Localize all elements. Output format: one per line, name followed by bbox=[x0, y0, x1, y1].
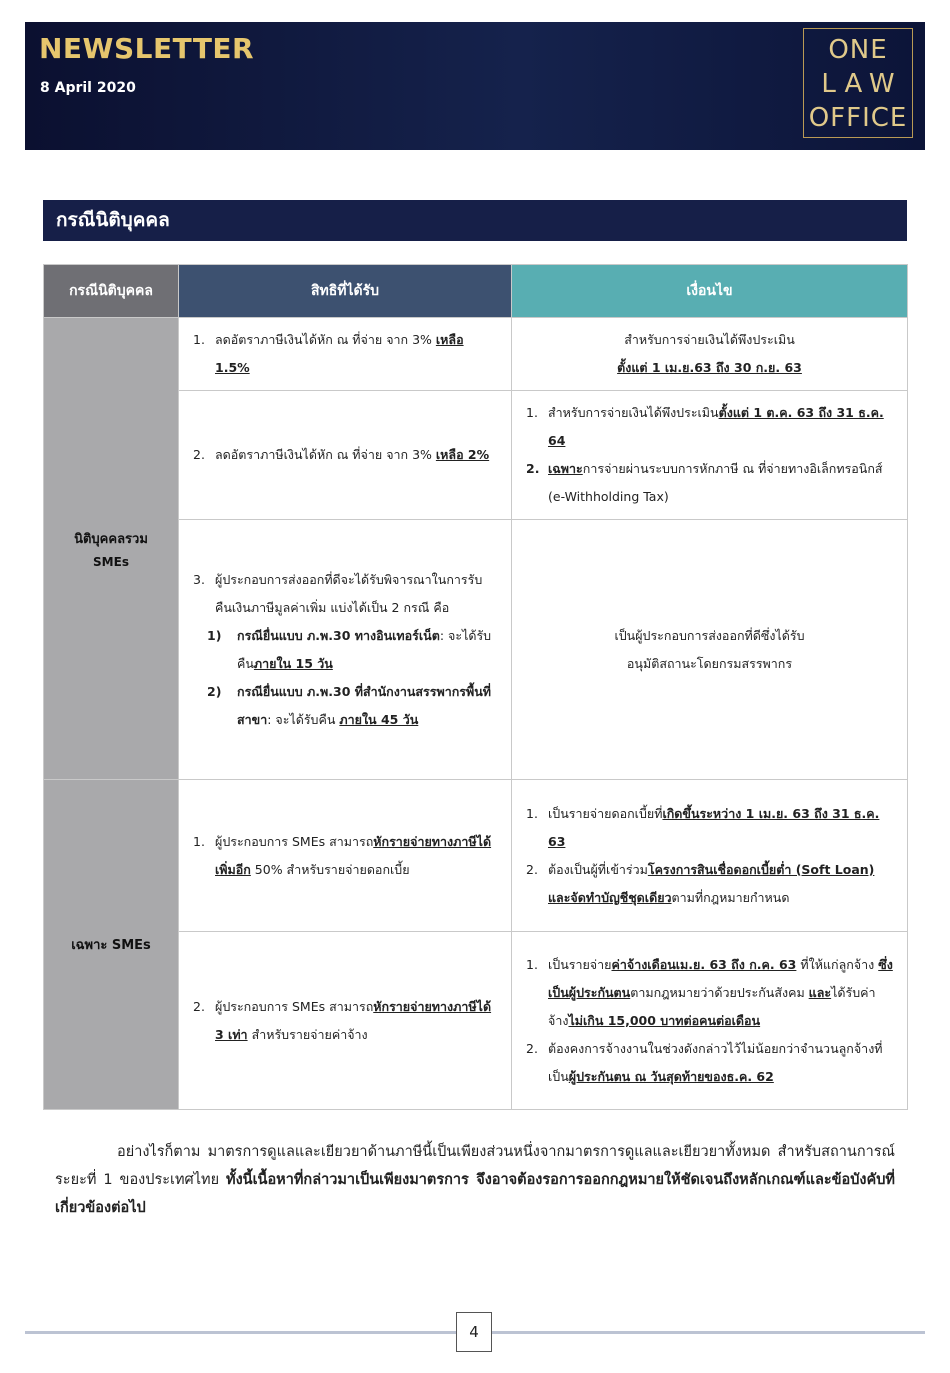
newsletter-date: 8 April 2020 bbox=[40, 80, 136, 96]
right-cell bbox=[179, 318, 512, 391]
item-number: 2. bbox=[526, 461, 540, 476]
right-text: ลดอัตราภาษีเงินได้หัก ณ ที่จ่าย จาก 3% bbox=[215, 447, 436, 462]
condition-text: เป็นผู้ประกอบการส่งออกที่ดีซึ่งได้รับ bbox=[614, 627, 805, 643]
right-text: ลดอัตราภาษีเงินได้หัก ณ ที่จ่าย จาก 3% bbox=[215, 332, 436, 347]
category-sublabel: SMEs bbox=[93, 555, 129, 569]
table-row bbox=[44, 780, 908, 932]
logo-line-2: LAW bbox=[821, 69, 903, 99]
condition-text: สำหรับการจ่ายเงินได้พึงประเมิน bbox=[624, 332, 795, 347]
table-header-row bbox=[44, 265, 908, 318]
item-number: 1. bbox=[526, 405, 538, 420]
condition-highlight: ไม่เกิน 15,000 บาทต่อคนต่อเดือน bbox=[568, 1012, 761, 1028]
condition-text: ตามกฎหมายว่าด้วยประกันสังคม bbox=[630, 984, 809, 1000]
condition-text: ต้องคงการจ้างงานในช่วงดังกล่าวไว้ไม่น้อยกว่าจำนวนลูกจ้างที่เป็น bbox=[548, 1040, 883, 1084]
sub-item-text: : จะได้รับคืน bbox=[267, 711, 340, 727]
condition-highlight: และ bbox=[808, 984, 832, 1000]
sub-item-text: : จะได้รับคืน bbox=[237, 627, 492, 671]
sub-item-title: กรณียื่นแบบ ภ.พ.30 ทางอินเทอร์เน็ต bbox=[237, 627, 440, 643]
condition-text: อนุมัติสถานะโดยกรมสรรพากร bbox=[626, 655, 793, 671]
item-number: 1. bbox=[526, 805, 538, 821]
paragraph-text: อย่างไรก็ตาม มาตรการดูแลและเยียวยาด้านภาษีนี้เป็นเพียงส่วนหนึ่งจากมาตรการดูแลและเยียวยาทั้งหมด สำหรับสถานการณ์ระยะที่ 1 ของประเทศไทย bbox=[55, 1144, 895, 1188]
right-cell bbox=[179, 391, 512, 520]
right-text: ผู้ประกอบการ SMEs สามารถ bbox=[215, 833, 374, 849]
page-number: 4 bbox=[456, 1312, 492, 1352]
condition-text: เป็นรายจ่ายดอกเบี้ยที่ bbox=[548, 805, 663, 821]
logo-line-1: ONE bbox=[828, 35, 888, 65]
right-text: 50% สำหรับรายจ่ายดอกเบี้ย bbox=[250, 861, 410, 877]
condition-text: ที่ให้แก่ลูกจ้าง bbox=[796, 956, 879, 972]
footer-rule-right bbox=[492, 1331, 925, 1334]
item-number: 1. bbox=[526, 956, 538, 972]
header-conditions: เงื่อนไข bbox=[512, 265, 908, 318]
condition-cell bbox=[512, 932, 908, 1110]
footer-rule-left bbox=[25, 1331, 456, 1334]
condition-highlight: ตั้งแต่ 1 ต.ค. 63 ถึง 31 ธ.ค. 64 bbox=[548, 405, 884, 448]
condition-cell bbox=[512, 318, 908, 391]
condition-cell bbox=[512, 780, 908, 932]
category-all-entities bbox=[44, 318, 179, 780]
condition-highlight: ผู้ประกันตน ณ วันสุดท้ายของธ.ค. 62 bbox=[568, 1068, 774, 1084]
sub-item-highlight: ภายใน 15 วัน bbox=[253, 655, 333, 671]
item-number: 1. bbox=[193, 833, 205, 849]
section-title: กรณีนิติบุคคล bbox=[43, 200, 907, 241]
right-highlight: หักรายจ่ายทางภาษีได้ 3 เท่า bbox=[215, 998, 492, 1042]
right-highlight: เหลือ 2% bbox=[435, 447, 490, 462]
item-number: 1. bbox=[193, 332, 205, 347]
condition-text: ตามที่กฎหมายกำหนด bbox=[671, 889, 790, 905]
closing-paragraph bbox=[55, 1138, 895, 1222]
condition-highlight: เฉพาะ bbox=[548, 461, 583, 476]
tax-measures-table bbox=[43, 264, 908, 1110]
category-smes-only bbox=[44, 780, 179, 1110]
right-text: ผู้ประกอบการส่งออกที่ดีจะได้รับพิจารณาในการรับคืนเงินภาษีมูลค่าเพิ่ม แบ่งได้เป็น 2 กรณี คือ bbox=[215, 571, 483, 615]
right-cell bbox=[179, 520, 512, 780]
item-number: 3. bbox=[193, 571, 205, 587]
condition-highlight: ค่าจ้างเดือนเม.ย. 63 ถึง ก.ค. 63 bbox=[611, 956, 797, 972]
item-number: 2. bbox=[193, 447, 205, 462]
sub-item-number: 2) bbox=[207, 683, 222, 699]
category-label: นิติบุคคลรวม bbox=[74, 532, 148, 547]
condition-period: ตั้งแต่ 1 เม.ย.63 ถึง 30 ก.ย. 63 bbox=[617, 360, 802, 375]
right-highlight: หักรายจ่ายทางภาษีได้เพิ่มอีก bbox=[215, 833, 492, 877]
condition-cell bbox=[512, 391, 908, 520]
condition-text: ได้รับค่าจ้าง bbox=[548, 984, 876, 1028]
logo-line-3: OFFICE bbox=[808, 103, 908, 133]
item-number: 2. bbox=[526, 1040, 538, 1056]
one-law-office-logo bbox=[803, 28, 913, 138]
category-label: เฉพาะ SMEs bbox=[71, 938, 151, 953]
condition-highlight: เกิดขึ้นระหว่าง 1 เม.ย. 63 ถึง 31 ธ.ค. 63 bbox=[548, 805, 880, 849]
sub-item-title: กรณียื่นแบบ ภ.พ.30 ที่สำนักงานสรรพากรพื้นที่สาขา bbox=[237, 683, 492, 727]
right-highlight: เหลือ 1.5% bbox=[215, 332, 464, 375]
header-rights: สิทธิที่ได้รับ bbox=[179, 265, 512, 318]
table-row bbox=[44, 318, 908, 391]
condition-highlight: ซึ่งเป็นผู้ประกันตน bbox=[548, 956, 893, 1000]
condition-text: การจ่ายผ่านระบบการหักภาษี ณ ที่จ่ายทางอิเล็กทรอนิกส์ (e-Withholding Tax) bbox=[548, 461, 883, 504]
header-category: กรณีนิติบุคคล bbox=[44, 265, 179, 318]
condition-text: สำหรับการจ่ายเงินได้พึงประเมิน bbox=[548, 405, 719, 420]
right-text: ผู้ประกอบการ SMEs สามารถ bbox=[215, 998, 374, 1014]
right-cell bbox=[179, 932, 512, 1110]
condition-highlight: โครงการสินเชื่อดอกเบี้ยต่ำ (Soft Loan) และจัดทำบัญชีชุดเดียว bbox=[548, 861, 875, 905]
condition-cell bbox=[512, 520, 908, 780]
sub-item-number: 1) bbox=[207, 627, 222, 643]
newsletter-title: NEWSLETTER bbox=[39, 32, 255, 65]
sub-item-highlight: ภายใน 45 วัน bbox=[339, 711, 419, 727]
right-cell bbox=[179, 780, 512, 932]
item-number: 2. bbox=[526, 861, 538, 877]
newsletter-header bbox=[25, 22, 925, 150]
right-text: สำหรับรายจ่ายค่าจ้าง bbox=[247, 1026, 368, 1042]
paragraph-bold-text: ทั้งนี้เนื้อหาที่กล่าวมาเป็นเพียงมาตรการ จึงอาจต้องรอการออกกฎหมายให้ชัดเจนถึงหลักเกณฑ์และข้อบังคับที่เกี่ยวข้องต่อไป bbox=[55, 1172, 895, 1216]
condition-text: เป็นรายจ่าย bbox=[548, 956, 612, 972]
item-number: 2. bbox=[193, 998, 205, 1014]
condition-text: ต้องเป็นผู้ที่เข้าร่วม bbox=[548, 861, 648, 877]
